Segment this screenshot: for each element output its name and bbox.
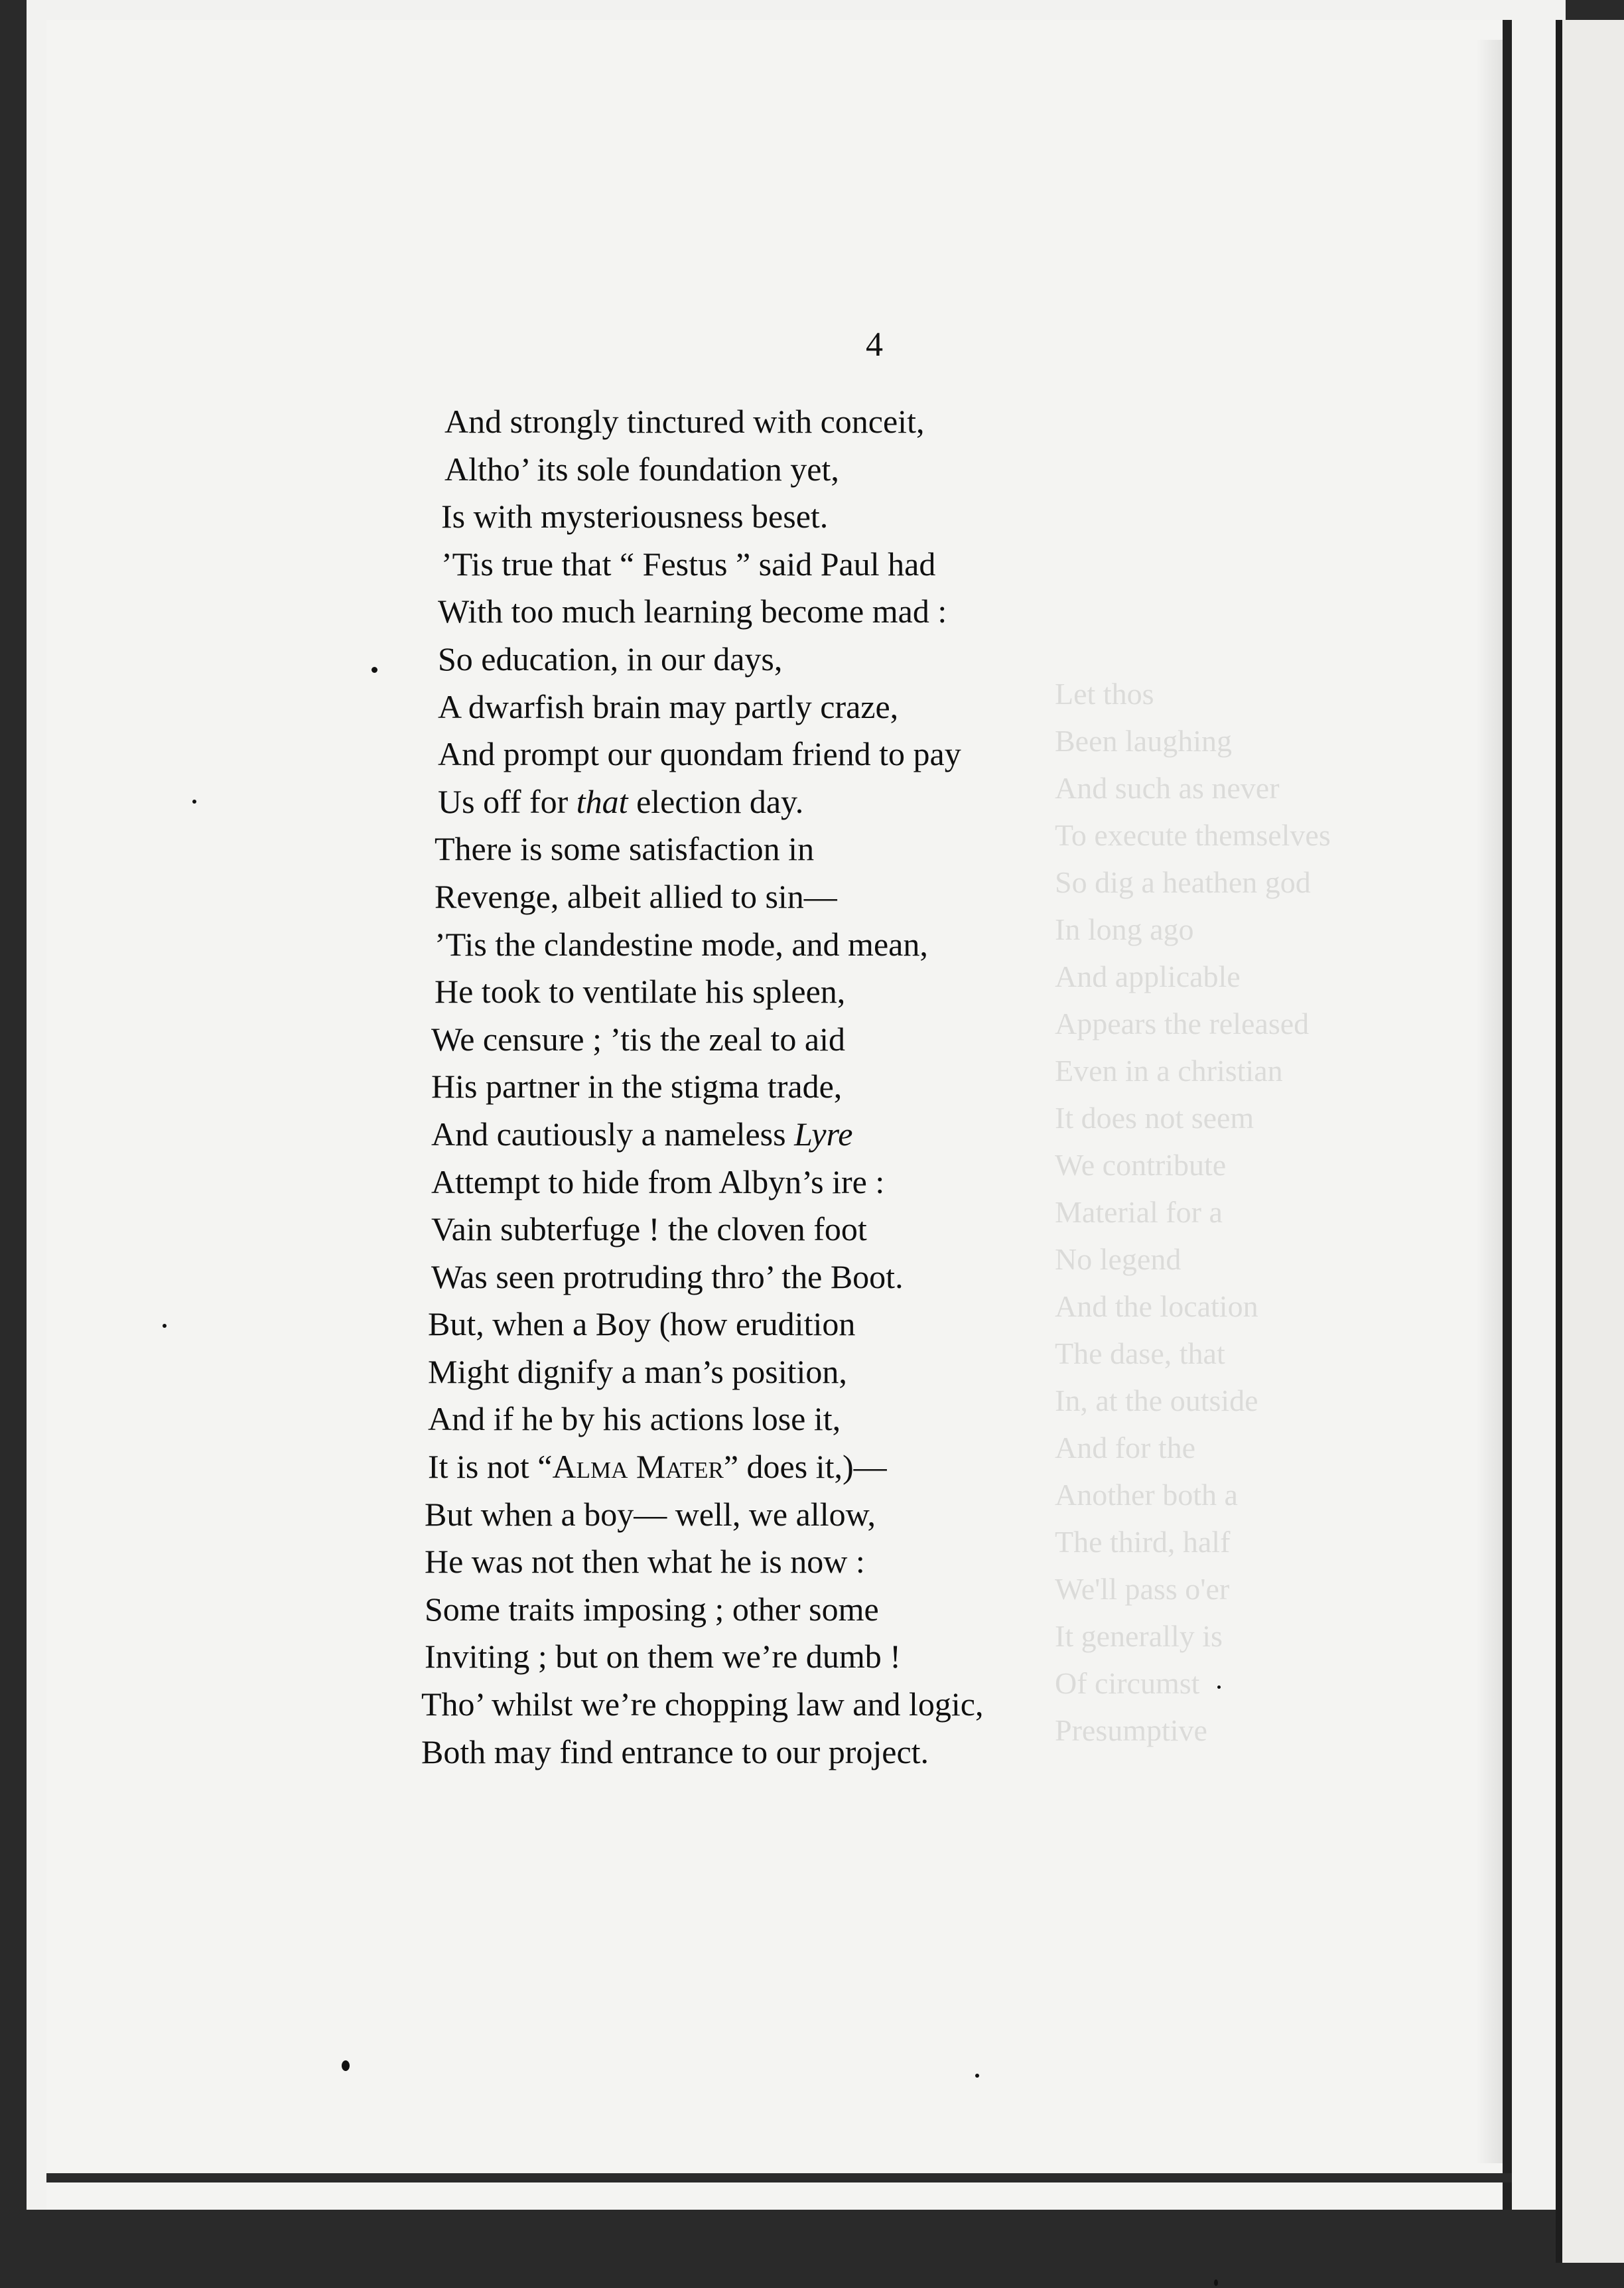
line-text: Inviting ; but on them we’re dumb ! bbox=[425, 1638, 901, 1676]
scan-speck bbox=[1217, 1685, 1221, 1689]
line-text: But, when a Boy (how erudition bbox=[428, 1305, 856, 1343]
line-text: A dwarfish brain may partly craze, bbox=[438, 687, 899, 725]
poem-line bbox=[431, 1206, 1466, 1253]
poem-line bbox=[435, 921, 1466, 969]
line-text: Is with mysteriousness beset. bbox=[441, 498, 829, 536]
line-text: ” does it,)— bbox=[723, 1448, 887, 1486]
page-bottom-edge bbox=[46, 2173, 1512, 2182]
poem-line bbox=[444, 446, 1466, 494]
line-text: He took to ventilate his spleen, bbox=[435, 973, 846, 1011]
line-text: It is not “ bbox=[428, 1448, 553, 1486]
line-text: There is some satisfaction in bbox=[435, 830, 815, 868]
line-text: Might dignify a man’s position, bbox=[428, 1352, 847, 1390]
line-text: ’Tis the clandestine mode, and mean, bbox=[435, 925, 928, 963]
line-text: Was seen protruding thro’ the Boot. bbox=[431, 1257, 904, 1295]
scan-speck bbox=[975, 2074, 979, 2078]
small-caps-phrase: Alma Mater bbox=[552, 1448, 724, 1486]
poem-line bbox=[431, 1159, 1466, 1206]
line-text: Tho’ whilst we’re chopping law and logic, bbox=[421, 1685, 984, 1723]
poem-line bbox=[435, 825, 1466, 873]
line-text: Both may find entrance to our project. bbox=[421, 1733, 929, 1770]
line-text: election day. bbox=[628, 782, 804, 820]
poem-line bbox=[438, 731, 1466, 778]
poem-line bbox=[431, 1253, 1466, 1301]
poem-line bbox=[441, 541, 1466, 589]
line-text: Some traits imposing ; other some bbox=[425, 1590, 879, 1628]
scan-speck bbox=[372, 667, 377, 673]
poem-line bbox=[438, 683, 1466, 731]
line-text: We censure ; ’tis the zeal to aid bbox=[431, 1020, 845, 1058]
poem-line bbox=[425, 1633, 1466, 1681]
line-text: ’Tis true that “ Festus ” said Paul had bbox=[441, 545, 936, 583]
scan-speck bbox=[342, 2060, 350, 2071]
line-text: His partner in the stigma trade, bbox=[431, 1068, 843, 1106]
line-text: And if he by his actions lose it, bbox=[428, 1400, 841, 1438]
line-text: Vain subterfuge ! the cloven foot bbox=[431, 1210, 867, 1248]
poem-line bbox=[438, 636, 1466, 683]
poem-line bbox=[438, 778, 1466, 826]
adjacent-page-edge bbox=[1556, 20, 1624, 2263]
poem-line bbox=[435, 873, 1466, 921]
line-text: With too much learning become mad : bbox=[438, 593, 947, 630]
poem-line bbox=[428, 1348, 1466, 1396]
poem-line bbox=[441, 493, 1466, 541]
line-text: Attempt to hide from Albyn’s ire : bbox=[431, 1163, 885, 1200]
poem-line bbox=[425, 1586, 1466, 1634]
line-text: Us off for bbox=[438, 782, 576, 820]
italic-word: Lyre bbox=[794, 1115, 853, 1153]
line-text: But when a boy— well, we allow, bbox=[425, 1495, 876, 1533]
poem-line bbox=[428, 1395, 1466, 1443]
line-text: And cautiously a nameless bbox=[431, 1115, 795, 1153]
poem-line bbox=[425, 1538, 1466, 1586]
line-text: Revenge, albeit allied to sin— bbox=[435, 877, 837, 915]
poem-text bbox=[421, 398, 1466, 1776]
line-text: Altho’ its sole foundation yet, bbox=[444, 450, 839, 488]
reverse-side-bleed-through: Let thos Been laughing And such as never To execute themselves So dig a heathen god In long ago And applicable Appears the released Even in a christian It does not seem We contribute Material for a No legend And the location The dase, that In, at the outside And for the Another both a The third, half We'll pass o'er It generally is Of circumst Presumptive bbox=[1055, 677, 1331, 1747]
italic-word: that bbox=[576, 782, 628, 820]
poem-line bbox=[431, 1111, 1466, 1159]
line-text: And strongly tinctured with conceit, bbox=[444, 403, 925, 440]
poem-line bbox=[431, 1063, 1466, 1111]
line-text: He was not then what he is now : bbox=[425, 1543, 865, 1581]
poem-line bbox=[428, 1443, 1466, 1491]
line-text: And prompt our quondam friend to pay bbox=[438, 735, 961, 773]
poem-line bbox=[431, 1016, 1466, 1064]
line-text: So education, in our days, bbox=[438, 640, 783, 678]
gutter-shadow bbox=[1476, 40, 1503, 2163]
poem-line bbox=[438, 588, 1466, 636]
poem-line bbox=[435, 968, 1466, 1016]
scan-speck bbox=[1214, 2279, 1218, 2286]
poem-line bbox=[421, 1729, 1466, 1776]
poem-line bbox=[421, 1681, 1466, 1729]
poem-line bbox=[428, 1301, 1466, 1348]
scan-speck bbox=[163, 1324, 167, 1328]
poem-line bbox=[425, 1491, 1466, 1539]
scan-speck bbox=[192, 800, 196, 804]
page-number: 4 bbox=[866, 326, 883, 364]
poem-line bbox=[444, 398, 1466, 446]
